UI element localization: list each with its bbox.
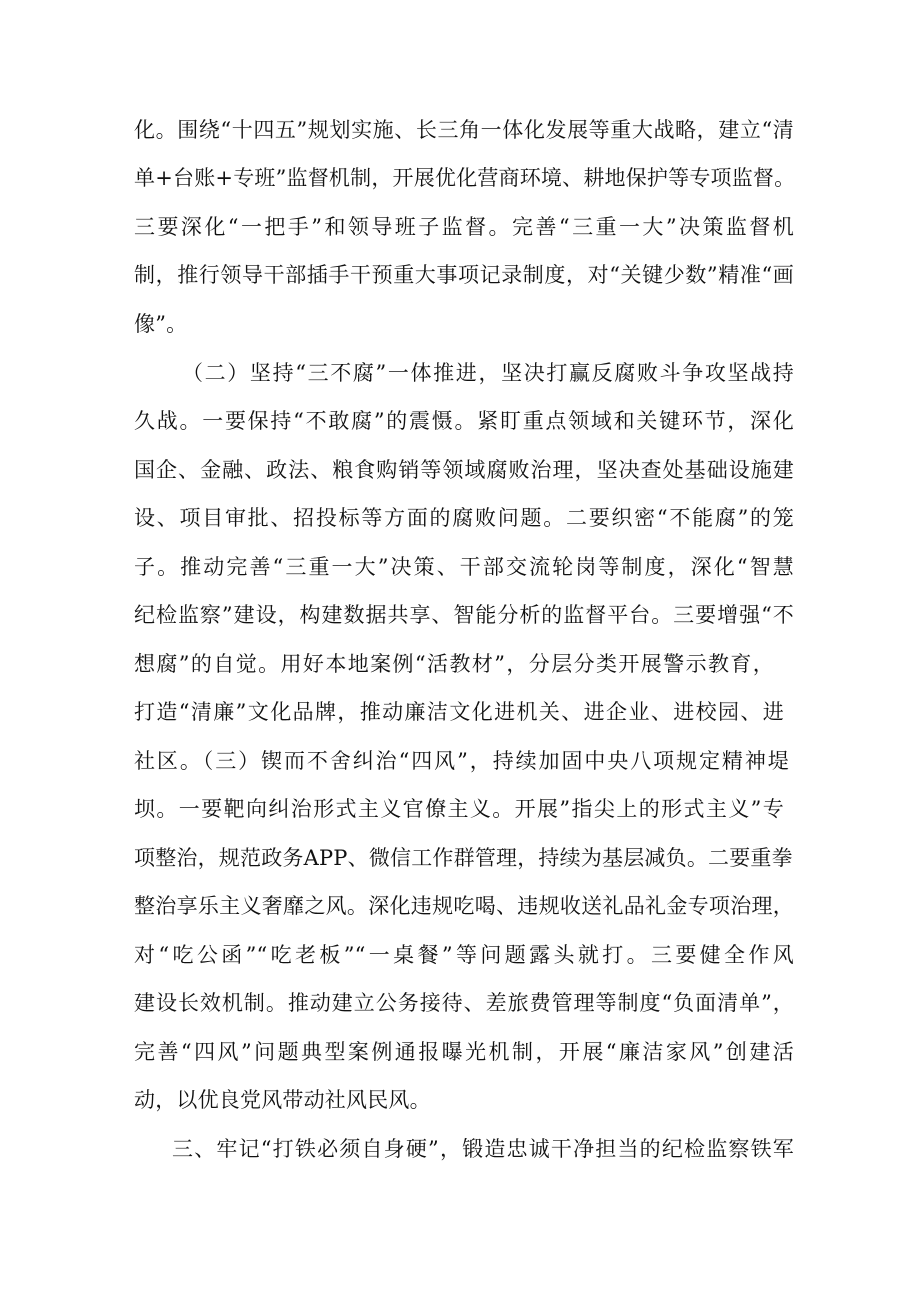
text-line: 打造“清廉”文化品牌，推动廉洁文化进机关、进企业、进校园、进 <box>134 700 784 724</box>
text-line: 久战。一要保持“不敢腐”的震慑。紧盯重点领域和关键环节，深化 <box>134 409 794 433</box>
text-line: 社区。（三）锲而不舍纠治“四风”，持续加固中央八项规定精神堤 <box>134 749 789 773</box>
text-line: 建设长效机制。推动建立公务接待、差旅费管理等制度“负面清单”， <box>134 991 794 1015</box>
section-heading: （二）坚持“三不腐”一体推进，坚决打赢反腐败斗争攻坚战持 <box>182 361 794 385</box>
text-line: 子。推动完善“三重一大”决策、干部交流轮岗等制度，深化“智慧 <box>134 555 794 579</box>
text-line: 动，以优良党风带动社风民风。 <box>134 1088 431 1112</box>
text-line: 像”。 <box>134 312 188 336</box>
text-line: 完善“四风”问题典型案例通报曝光机制，开展“廉洁家风”创建活 <box>134 1040 794 1064</box>
chapter-heading: 三、牢记“打铁必须自身硬”，锻造忠诚干净担当的纪检监察铁军 <box>172 1137 794 1161</box>
text-line: 设、项目审批、招投标等方面的腐败问题。二要织密“不能腐”的笼 <box>134 506 794 530</box>
text-line: 纪检监察”建设，构建数据共享、智能分析的监督平台。三要增强“不 <box>134 603 794 627</box>
text-line: 化。围绕“十四五”规划实施、长三角一体化发展等重大战略，建立“清 <box>134 118 794 142</box>
text-line: 想腐”的自觉。用好本地案例“活教材”，分层分类开展警示教育， <box>134 652 774 676</box>
text-line: 对“吃公函”“吃老板”“一桌餐”等问题露头就打。三要健全作风 <box>134 943 794 967</box>
text-line: 三要深化“一把手”和领导班子监督。完善“三重一大”决策监督机 <box>134 215 794 239</box>
text-line: 项整治，规范政务APP、微信工作群管理，持续为基层减负。二要重拳 <box>134 846 793 870</box>
text-line: 制，推行领导干部插手干预重大事项记录制度，对“关键少数”精准“画 <box>134 263 794 287</box>
text-line: 坝。一要靶向纠治形式主义官僚主义。开展”指尖上的形式主义”专 <box>134 797 784 821</box>
text-line: 整治享乐主义奢靡之风。深化违规吃喝、违规收送礼品礼金专项治理， <box>134 894 794 918</box>
text-line: 国企、金融、政法、粮食购销等领域腐败治理，坚决查处基础设施建 <box>134 458 794 482</box>
text-line: 单+台账+专班”监督机制，开展优化营商环境、耕地保护等专项监督。 <box>134 166 796 190</box>
